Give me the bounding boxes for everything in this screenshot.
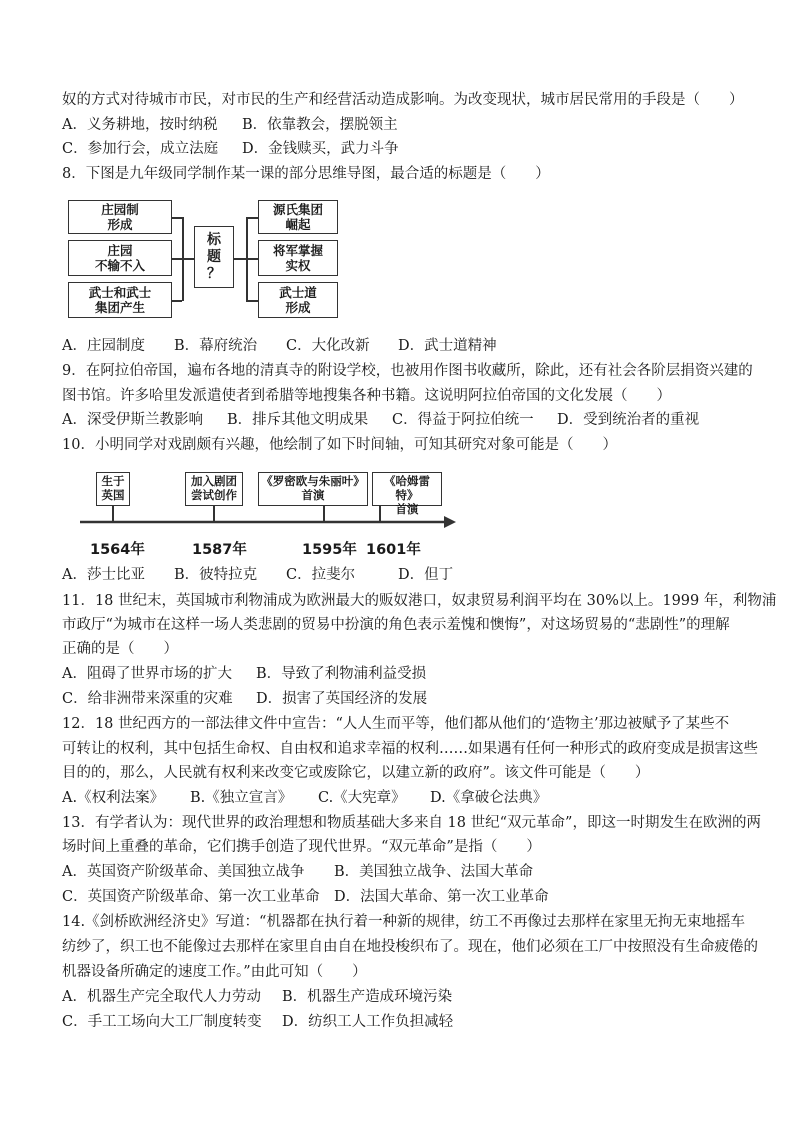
q11-options-cd xyxy=(62,689,427,709)
q12-options xyxy=(62,788,547,808)
mindmap-left-2: 庄园 不输不入 xyxy=(68,240,172,276)
q13-option-c[interactable]: C．英国资产阶级革命、第一次工业革命 xyxy=(62,889,320,905)
timeline-event-4: 《哈姆雷特》 首演 xyxy=(372,472,442,506)
q8-option-a[interactable]: A．庄园制度 xyxy=(62,338,145,354)
q10-option-b[interactable]: B．彼特拉克 xyxy=(174,567,258,583)
q7-options-cd xyxy=(62,139,399,159)
q9-stem-line2: 图书馆。许多哈里发派遣使者到希腊等地搜集各种书籍。这说明阿拉伯帝国的文化发展（ ） xyxy=(62,388,671,404)
q14-options-cd xyxy=(62,1012,453,1032)
q12-option-b[interactable]: B.《独立宣言》 xyxy=(190,790,293,806)
q11-option-c[interactable]: C．给非洲带来深重的灾难 xyxy=(62,691,233,707)
q7-stem-cont: 奴的方式对待城市市民，对市民的生产和经营活动造成影响。为改变现状，城市居民常用的手段是（ ） xyxy=(62,92,744,108)
q14-option-b[interactable]: B．机器生产造成环境污染 xyxy=(282,989,453,1005)
q8-option-c[interactable]: C．大化改新 xyxy=(286,338,370,354)
q13-option-d[interactable]: D．法国大革命、第一次工业革命 xyxy=(334,889,549,905)
q9-option-a[interactable]: A．深受伊斯兰教影响 xyxy=(62,412,203,428)
q13-options-ab xyxy=(62,862,533,882)
q12-option-c[interactable]: C.《大宪章》 xyxy=(318,790,406,806)
q13-options-cd xyxy=(62,887,549,907)
q11-option-b[interactable]: B．导致了利物浦利益受损 xyxy=(256,666,427,682)
timeline-axis xyxy=(78,512,458,532)
q13-stem-line1: 13．有学者认为：现代世界的政治理想和物质基础大多来自 18 世纪“双元革命”，即这一时期发生在欧洲的两 xyxy=(62,815,761,831)
q11-stem-line3: 正确的是（ ） xyxy=(62,641,178,657)
q13-option-a[interactable]: A．英国资产阶级革命、美国独立战争 xyxy=(62,864,305,880)
q9-option-c[interactable]: C．得益于阿拉伯统一 xyxy=(392,412,534,428)
q12-stem-line3: 目的的，那么，人民就有权利来改变它或废除它，以建立新的政府”。该文件可能是（ ） xyxy=(62,765,650,781)
mind-map xyxy=(62,196,352,318)
q8-option-d[interactable]: D．武士道精神 xyxy=(398,338,497,354)
q8-option-b[interactable]: B．幕府统治 xyxy=(174,338,258,354)
q14-stem-line1: 14.《剑桥欧洲经济史》写道：“机器都在执行着一种新的规律，纺工不再像过去那样在家里无拘无束地摇车 xyxy=(62,914,745,930)
q14-options-ab xyxy=(62,987,452,1007)
q9-options xyxy=(62,410,699,430)
q10-options xyxy=(62,565,453,585)
timeline-year-1: 1564年 xyxy=(90,542,145,558)
mindmap-left-1: 庄园制 形成 xyxy=(68,200,172,234)
q10-option-d[interactable]: D．但丁 xyxy=(398,567,454,583)
mindmap-right-1: 源氏集团 崛起 xyxy=(258,200,338,234)
timeline-event-1: 生于 英国 xyxy=(96,472,130,506)
q11-stem-line2: 市政厅“为城市在这样一场人类悲剧的贸易中扮演的角色表示羞愧和懊悔”，对这场贸易的“悲剧性”的理解 xyxy=(62,617,730,633)
mindmap-left-3: 武士和武士 集团产生 xyxy=(68,282,172,318)
q10-stem: 10．小明同学对戏剧颇有兴趣，他绘制了如下时间轴，可知其研究对象可能是（ ） xyxy=(62,437,617,453)
q9-option-b[interactable]: B．排斥其他文明成果 xyxy=(227,412,369,428)
q13-stem-line2: 场时间上重叠的革命，它们携手创造了现代世界。“双元革命”是指（ ） xyxy=(62,839,541,855)
q7-option-b[interactable]: B．依靠教会，摆脱领主 xyxy=(242,117,398,133)
mindmap-right-3: 武士道 形成 xyxy=(258,282,338,318)
timeline-year-4: 1601年 xyxy=(366,542,421,558)
q12-option-a[interactable]: A.《权利法案》 xyxy=(62,790,165,806)
q12-stem-line2: 可转让的权利，其中包括生命权、自由权和追求幸福的权利……如果遇有任何一种形式的政府变成是损害这些 xyxy=(62,741,758,757)
timeline-year-2: 1587年 xyxy=(192,542,247,558)
q11-option-a[interactable]: A．阻碍了世界市场的扩大 xyxy=(62,666,232,682)
q14-option-d[interactable]: D．纺织工人工作负担减轻 xyxy=(282,1014,454,1030)
q8-stem: 8．下图是九年级同学制作某一课的部分思维导图，最合适的标题是（ ） xyxy=(62,166,550,182)
timeline xyxy=(78,470,463,565)
q12-stem-line1: 12．18 世纪西方的一部法律文件中宣告：“人人生而平等，他们都从他们的‘造物主’那边被赋予了某些不 xyxy=(62,716,730,732)
q7-option-a[interactable]: A．义务耕地，按时纳税 xyxy=(62,117,218,133)
q7-options-ab xyxy=(62,115,398,135)
q8-options xyxy=(62,336,497,356)
timeline-event-2: 加入剧团 尝试创作 xyxy=(185,472,243,506)
q11-options-ab xyxy=(62,664,426,684)
timeline-year-3: 1595年 xyxy=(302,542,357,558)
q10-option-a[interactable]: A．莎士比亚 xyxy=(62,567,145,583)
q11-option-d[interactable]: D．损害了英国经济的发展 xyxy=(256,691,428,707)
q10-option-c[interactable]: C．拉斐尔 xyxy=(286,567,356,583)
q7-option-d[interactable]: D．金钱赎买，武力斗争 xyxy=(242,141,399,157)
q14-option-c[interactable]: C．手工工场向大工厂制度转变 xyxy=(62,1014,262,1030)
q14-option-a[interactable]: A．机器生产完全取代人力劳动 xyxy=(62,989,261,1005)
mindmap-center-title: 标 题 ？ xyxy=(194,226,234,288)
mindmap-right-2: 将军掌握 实权 xyxy=(258,240,338,276)
q7-option-c[interactable]: C．参加行会，成立法庭 xyxy=(62,141,219,157)
q11-stem-line1: 11．18 世纪末，英国城市利物浦成为欧洲最大的贩奴港口，奴隶贸易利润平均在 30%以上。1999 年，利物浦 xyxy=(62,593,777,609)
q9-option-d[interactable]: D．受到统治者的重视 xyxy=(557,412,700,428)
q9-stem-line1: 9．在阿拉伯帝国，遍布各地的清真寺的附设学校，也被用作图书收藏所，除此，还有社会各阶层捐资兴建的 xyxy=(62,363,753,379)
q14-stem-line2: 纺纱了，织工也不能像过去那样在家里自由自在地投梭织布了。现在，他们必须在工厂中按照没有生命疲倦的 xyxy=(62,939,758,955)
q14-stem-line3: 机器设备所确定的速度工作。”由此可知（ ） xyxy=(62,964,367,980)
q12-option-d[interactable]: D.《拿破仑法典》 xyxy=(430,790,548,806)
q13-option-b[interactable]: B．美国独立战争、法国大革命 xyxy=(334,864,534,880)
timeline-event-3: 《罗密欧与朱丽叶》 首演 xyxy=(258,472,368,506)
